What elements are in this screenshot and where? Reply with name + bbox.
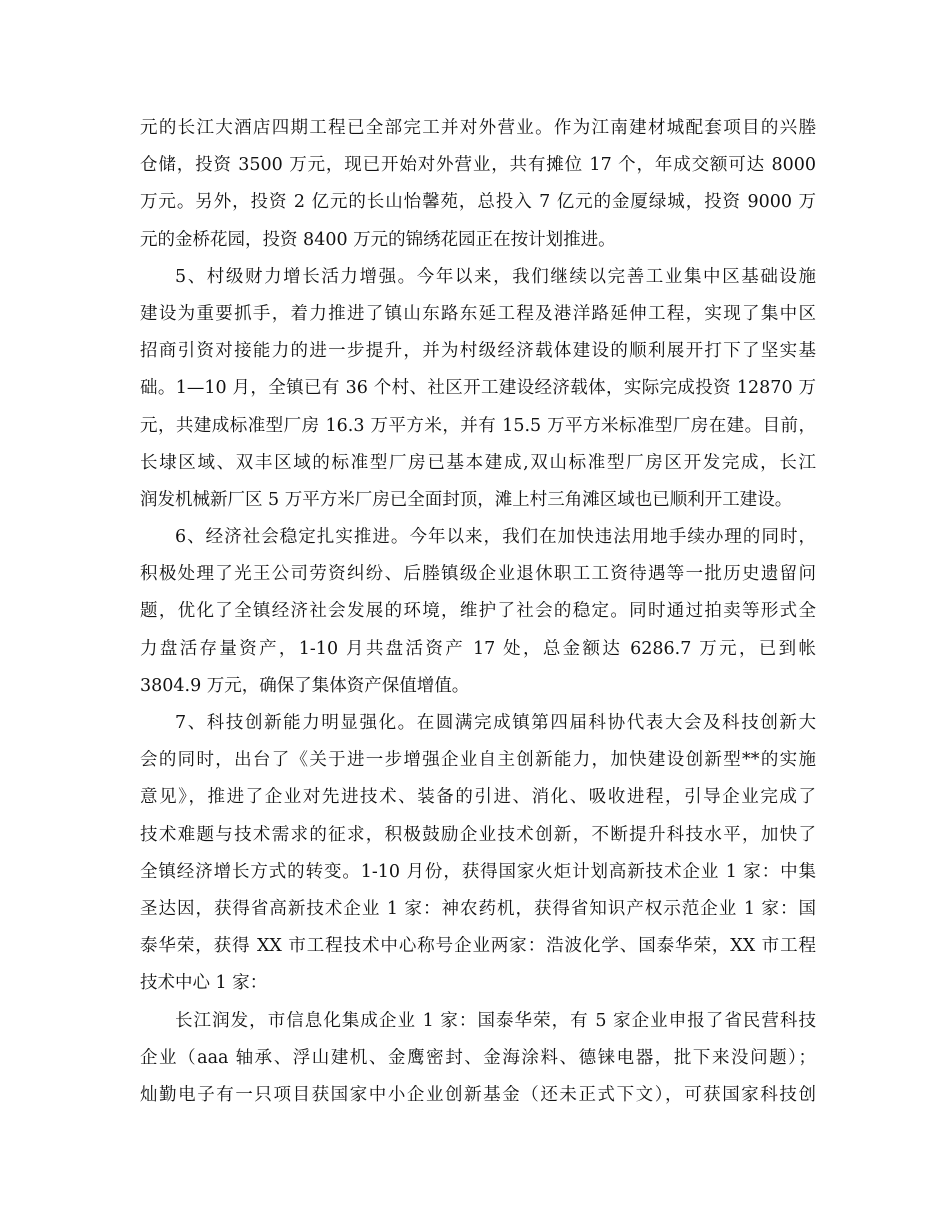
text-line: 长埭区域、双丰区域的标准型厂房已基本建成,双山标准型厂房区开发完成，长江 — [140, 452, 816, 473]
text-line: 会的同时，出台了《关于进一步增强企业自主创新能力，加快建设创新型**的实施 — [140, 750, 816, 771]
paragraph-first-line: 5、村级财力增长活力增强。今年以来，我们继续以完善工业集中区基础设施 — [175, 266, 816, 287]
text-line: 础。1—10 月，全镇已有 36 个村、社区开工建设经济载体，实际完成投资 12870 万 — [140, 378, 816, 399]
paragraph-first-line: 6、经济社会稳定扎实推进。今年以来，我们在加快违法用地手续办理的同时， — [175, 527, 816, 548]
text-line: 技术难题与技术需求的征求，积极鼓励企业技术创新，不断提升科技水平，加快了 — [140, 824, 816, 845]
text-line: 技术中心 1 家： — [140, 973, 268, 994]
text-line: 元，共建成标准型厂房 16.3 万平方米，并有 15.5 万平方米标准型厂房在建。目前， — [140, 415, 816, 436]
text-line: 元的长江大酒店四期工程已全部完工并对外营业。作为江南建材城配套项目的兴塍 — [140, 118, 816, 138]
text-line: 仓储，投资 3500 万元，现已开始对外营业，共有摊位 17 个，年成交额可达 8000 — [140, 155, 816, 176]
text-line: 泰华荣，获得 XX 市工程技术中心称号企业两家：浩波化学、国泰华荣，XX 市工程 — [140, 936, 816, 957]
paragraph-first-line: 7、科技创新能力明显强化。在圆满完成镇第四届科协代表大会及科技创新大 — [175, 713, 816, 733]
text-line: 3804.9 万元，确保了集体资产保值增值。 — [140, 675, 470, 696]
text-line: 力盘活存量资产，1-10 月共盘活资产 17 处，总金额达 6286.7 万元，已到帐 — [140, 638, 816, 659]
text-line: 元的金桥花园，投资 8400 万元的锦绣花园正在按计划推进。 — [140, 229, 616, 250]
text-line: 企业（aaa 轴承、浮山建机、金鹰密封、金海涂料、德铼电器，批下来没问题）； — [140, 1047, 816, 1068]
document-page — [140, 110, 816, 1114]
text-line: 万元。另外，投资 2 亿元的长山怡馨苑，总投入 7 亿元的金厦绿城，投资 9000 万 — [140, 192, 816, 213]
text-line: 圣达因，获得省高新技术企业 1 家：神农药机，获得省知识产权示范企业 1 家：国 — [140, 898, 816, 919]
text-line: 题，优化了全镇经济社会发展的环境，维护了社会的稳定。同时通过拍卖等形式全 — [140, 601, 816, 622]
text-line: 灿勤电子有一只项目获国家中小企业创新基金（还未正式下文），可获国家科技创 — [140, 1084, 816, 1105]
paragraph-first-line: 长江润发，市信息化集成企业 1 家：国泰华荣，有 5 家企业申报了省民营科技 — [175, 1010, 816, 1031]
text-line: 招商引资对接能力的进一步提升，并为村级经济载体建设的顺利展开打下了坚实基 — [140, 341, 816, 362]
text-line: 润发机械新厂区 5 万平方米厂房已全面封顶，滩上村三角滩区域也已顺利开工建设。 — [140, 489, 793, 510]
text-line: 全镇经济增长方式的转变。1-10 月份，获得国家火炬计划高新技术企业 1 家：中集 — [140, 861, 816, 882]
text-line: 积极处理了光王公司劳资纠纷、后塍镇级企业退休职工工资待遇等一批历史遗留问 — [140, 564, 816, 585]
text-line: 意见》，推进了企业对先进技术、装备的引进、消化、吸收进程，引导企业完成了 — [140, 787, 816, 808]
text-line: 建设为重要抓手，着力推进了镇山东路东延工程及港洋路延伸工程，实现了集中区 — [140, 303, 816, 324]
